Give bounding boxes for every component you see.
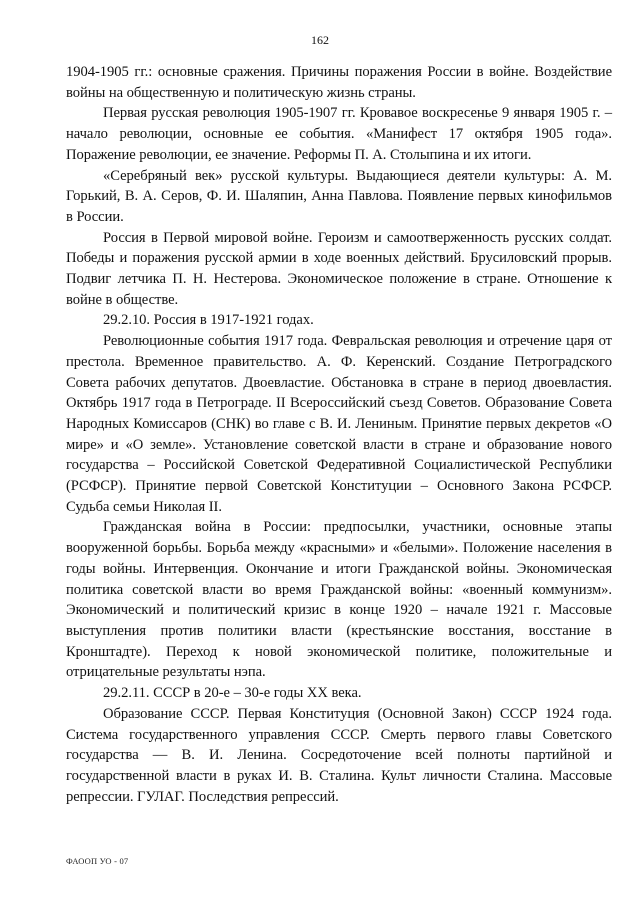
paragraph-russo-japanese-war: 1904-1905 гг.: основные сражения. Причины поражения России в войне. Воздействие войны на общественную и политическую жизнь страны. bbox=[66, 64, 612, 101]
section-heading-29-2-10: 29.2.10. Россия в 1917-1921 годах. bbox=[103, 312, 314, 329]
section-heading-29-2-11: 29.2.11. СССР в 20-е – 30-е годы XX века. bbox=[103, 685, 362, 702]
paragraph-revolution-1917: Революционные события 1917 года. Февральская революция и отречение царя от престола. Временное правительство. А. Ф. Керенский. Создание Петроградского Совета рабочих депутатов. Двоевластие. Обстановка в стране в период двоевластия. Октябрь 1917 года в Петрограде. II Всероссийский съезд Советов. Образование Совета Народных Комиссаров (СНК) во главе с В. И. Лениным. Принятие первых декретов «О мире» и «О земле». Установление советской власти в стране и образование нового государства – Российской Советской Федеративной Социалистической Республики (РСФСР). Принятие первой Советской Конституции – Основного Закона РСФСР. Судьба семьи Николая II. bbox=[66, 333, 612, 515]
page-number: 162 bbox=[311, 33, 329, 47]
paragraph-silver-age: «Серебряный век» русской культуры. Выдающиеся деятели культуры: А. М. Горький, В. А. Серов, Ф. И. Шаляпин, Анна Павлова. Появление первых кинофильмов в России. bbox=[66, 167, 612, 225]
document-body bbox=[66, 62, 612, 807]
paragraph-first-russian-revolution: Первая русская революция 1905-1907 гг. Кровавое воскресенье 9 января 1905 г. – начало революции, основные ее события. «Манифест 17 октября 1905 года». Поражение революции, ее значение. Реформы П. А. Столыпина и их итоги. bbox=[66, 105, 612, 163]
footer-code: ФАООП УО - 07 bbox=[66, 856, 129, 866]
paragraph-civil-war: Гражданская война в России: предпосылки, участники, основные этапы вооруженной борьбы. Борьба между «красными» и «белыми». Положение населения в годы войны. Интервенция. Окончание и итоги Гражданской войны. Экономическая политика советской власти во время Гражданской войны: «военный коммунизм». Экономический и политический кризис в конце 1920 – начале 1921 г. Массовые выступления против политики власти (крестьянские восстания, восстание в Кронштадте). Переход к новой экономической политике, положительные и отрицательные результаты нэпа. bbox=[66, 519, 612, 681]
paragraph-world-war-one: Россия в Первой мировой войне. Героизм и самоотверженность русских солдат. Победы и поражения русской армии в ходе военных действий. Брусиловский прорыв. Подвиг летчика П. Н. Нестерова. Экономическое положение в стране. Отношение к войне в обществе. bbox=[66, 229, 612, 308]
paragraph-ussr-formation: Образование СССР. Первая Конституция (Основной Закон) СССР 1924 года. Система государственного управления СССР. Смерть первого главы Советского государства — В. И. Ленина. Сосредоточение всей полноты партийной и государственной власти в руках И. В. Сталина. Культ личности Сталина. Массовые репрессии. ГУЛАГ. Последствия репрессий. bbox=[66, 705, 612, 805]
